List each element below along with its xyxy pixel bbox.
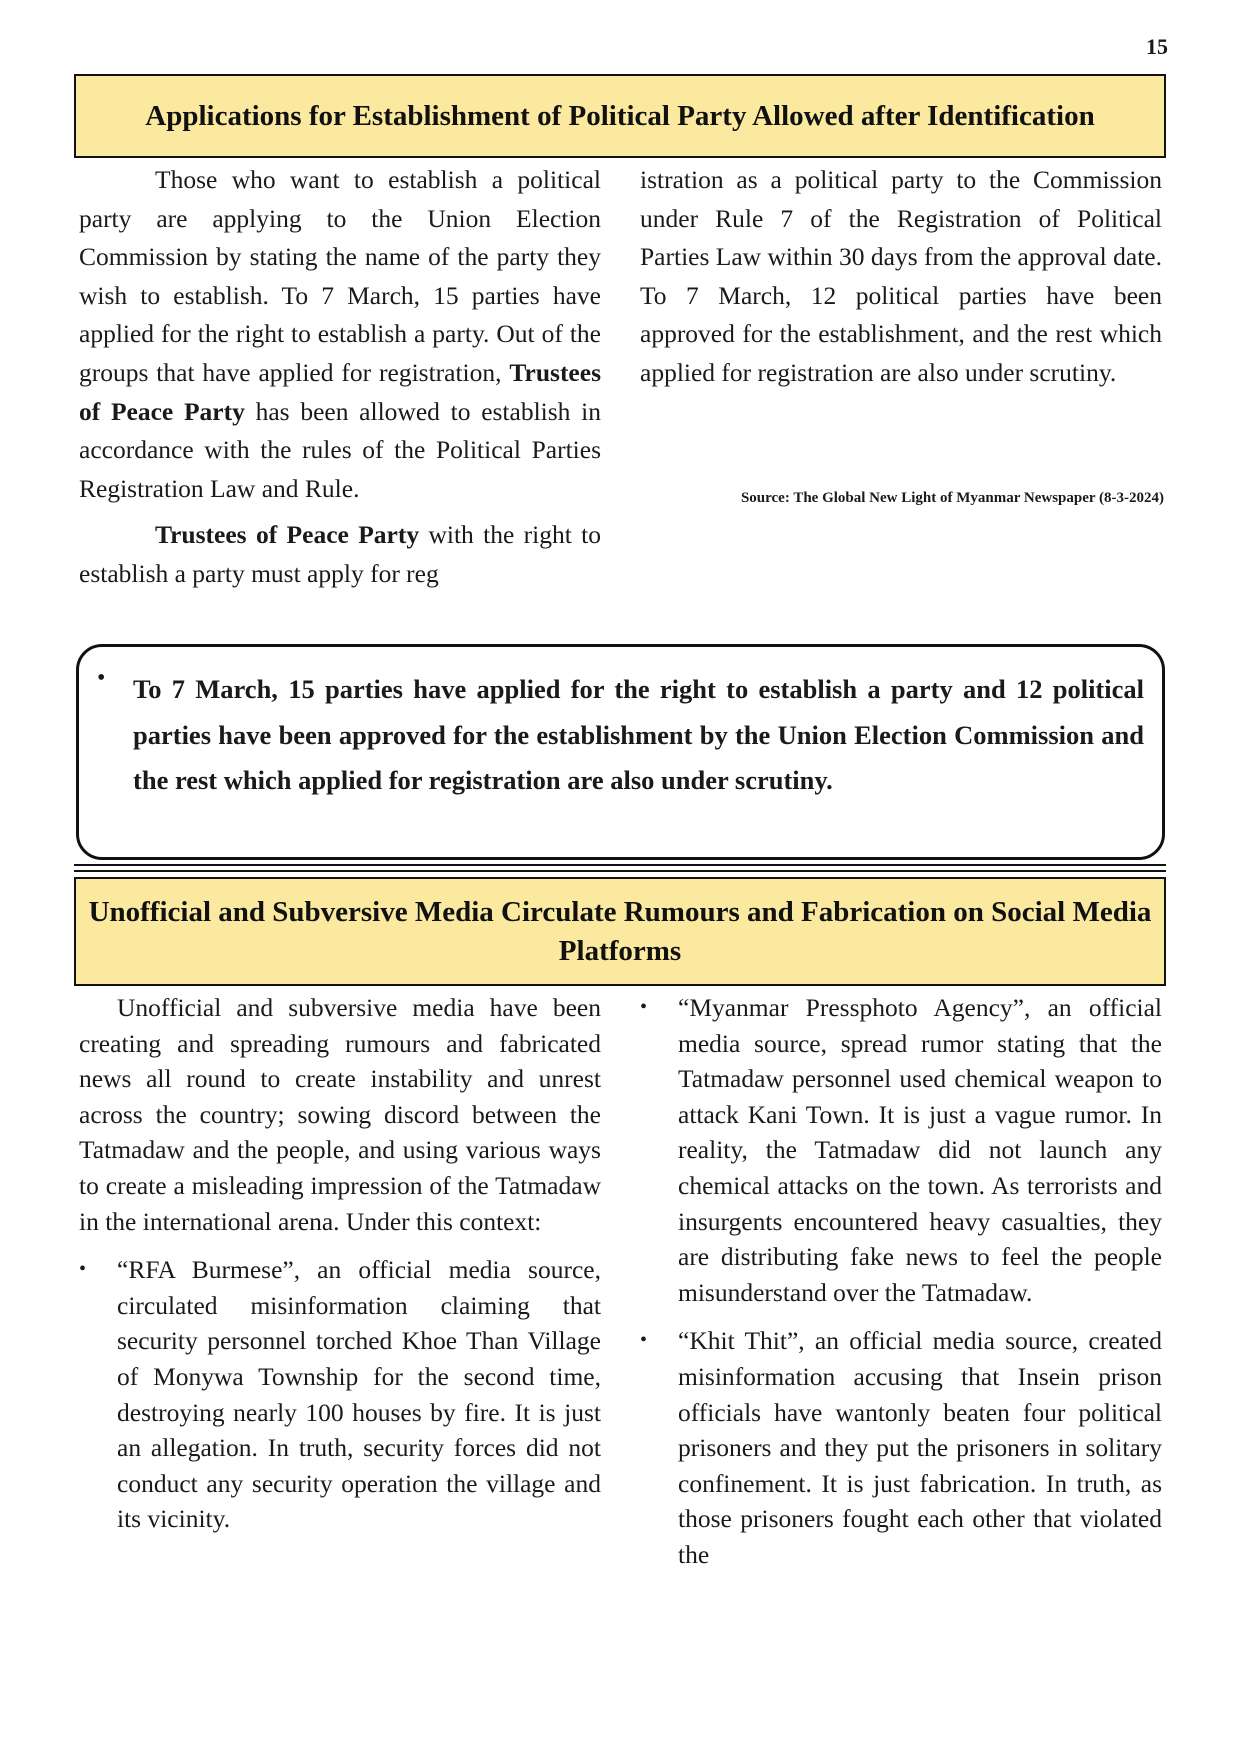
list-item: • “Khit Thit”, an official media source, created misinformation accusing that Insein prison officials have wantonly beaten four political prisoners and they put the prisoners in solitary confinement. It is just fabrication. In truth, as those prisoners fought each other that violated the [640, 1323, 1162, 1572]
article2-right-column [640, 990, 1162, 1573]
section-title-party-establishment: Applications for Establishment of Political Party Allowed after Identification [74, 74, 1166, 158]
article1-left-column [79, 161, 601, 594]
article2-left-column [79, 990, 601, 1537]
list-item: • “Myanmar Pressphoto Agency”, an official media source, spread rumor stating that the Tatmadaw personnel used chemical weapon to attack Kani Town. It is just a vague rumor. In reality, the Tatmadaw did not launch any chemical attacks on the town. As terrorists and insurgents encountered heavy casualties, they are distributing fake news to feel the people misunderstand over the Tatmadaw. [640, 990, 1162, 1310]
party-name-bold: Trustees of Peace Party [79, 357, 601, 426]
article1-right-column [640, 161, 1162, 393]
highlight-box [76, 644, 1165, 860]
highlight-text: To 7 March, 15 parties have applied for the right to establish a party and 12 political parties have been approved for the establishment by the Union Election Commission and the rest which applied for registration are also under scrutiny. [133, 674, 1144, 795]
article1-paragraph-1: Those who want to establish a political party are applying to the Union Election Commission by stating the name of the party they wish to establish. To 7 March, 15 parties have applied for the right to establish a party. Out of the groups that have applied for registration, Trustees of Peace Party has been allowed to establish in accordance with the rules of the Political Parties Registration Law and Rule. [79, 165, 601, 503]
section-title-rumours: Unofficial and Subversive Media Circulate Rumours and Fabrication on Social Media Platforms [74, 877, 1166, 986]
bullet-icon: • [640, 996, 648, 1018]
article2-intro: Unofficial and subversive media have been creating and spreading rumours and fabricated news all round to create instability and unrest across the country; sowing discord between the Tatmadaw and the people, and using various ways to create a misleading impression of the Tatmadaw in the international arena. Under this context: [79, 993, 601, 1236]
double-divider [74, 864, 1166, 872]
article1-paragraph-2: Trustees of Peace Party with the right to establish a party must apply for reg [79, 520, 601, 588]
party-name-bold: Trustees of Peace Party [155, 520, 420, 550]
page-number: 15 [1146, 34, 1168, 59]
bullet-icon: • [97, 665, 106, 691]
list-item: • “RFA Burmese”, an official media source, circulated misinformation claiming that security personnel torched Khoe Than Village of Monywa Township for the second time, destroying nearly 100 houses by fire. It is just an allegation. In truth, security forces did not conduct any security operation the village and its vicinity. [79, 1252, 601, 1537]
bullet-icon: • [640, 1329, 648, 1352]
source-citation: Source: The Global New Light of Myanmar Newspaper (8-3-2024) [740, 490, 1164, 506]
bullet-icon: • [79, 1258, 87, 1281]
article1-paragraph-continued: istration as a political party to the Commission under Rule 7 of the Registration of Political Parties Law within 30 days from the approval date. To 7 March, 12 political parties have been approved for the establishment, and the rest which applied for registration are also under scrutiny. [640, 165, 1162, 387]
